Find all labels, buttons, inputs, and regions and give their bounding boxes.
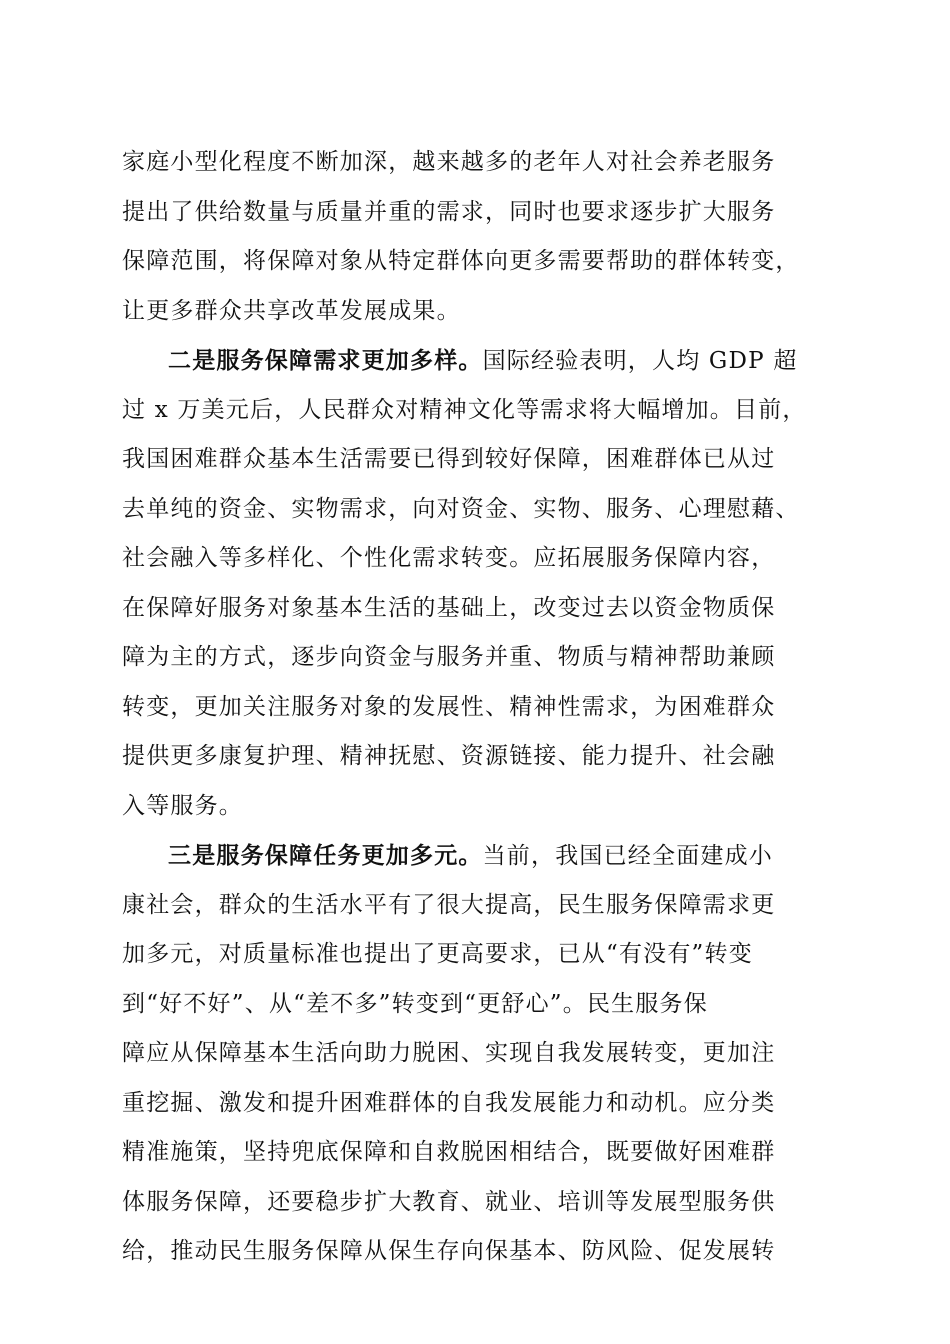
paragraph-2-line-4: 去单纯的资金、实物需求，向对资金、实物、服务、心理慰藉、 <box>122 495 800 522</box>
paragraph-1-line-4: 让更多群众共享改革发展成果。 <box>122 297 461 324</box>
paragraph-3-first-text: 当前，我国已经全面建成小 <box>482 843 774 869</box>
paragraph-2-heading: 二是服务保障需求更加多样。 <box>168 347 483 374</box>
paragraph-2-line-8: 转变，更加关注服务对象的发展性、精神性需求，为困难群众 <box>122 693 776 720</box>
paragraph-3-line-3: 加多元，对质量标准也提出了更高要求，已从“有没有”转变 <box>122 941 753 967</box>
paragraph-3-line-8: 体服务保障，还要稳步扩大教育、就业、培训等发展型服务供 <box>122 1188 776 1215</box>
paragraph-3-line-5: 障应从保障基本生活向助力脱困、实现自我发展转变，更加注 <box>122 1040 776 1066</box>
paragraph-2-line-6: 在保障好服务对象基本生活的基础上，改变过去以资金物质保 <box>122 594 776 621</box>
paragraph-1-line-2: 提出了供给数量与质量并重的需求，同时也要求逐步扩大服务 <box>122 198 776 225</box>
document-body <box>122 138 842 1277</box>
paragraph-3-line-2: 康社会，群众的生活水平有了很大提高，民生服务保障需求更 <box>122 891 776 918</box>
paragraph-2-line-9: 提供更多康复护理、精神抚慰、资源链接、能力提升、社会融 <box>122 743 776 769</box>
paragraph-2-line-3: 我国困难群众基本生活需要已得到较好保障，困难群体已从过 <box>122 446 776 472</box>
paragraph-2-first-text: 国际经验表明，人均 GDP 超 <box>482 348 798 374</box>
paragraph-3-line-9: 给，推动民生服务保障从保生存向保基本、防风险、促发展转 <box>122 1238 776 1264</box>
paragraph-2-line-1 <box>122 336 842 386</box>
paragraph-3-line-6: 重挖掘、激发和提升困难群体的自我发展能力和动机。应分类 <box>122 1089 776 1116</box>
paragraph-3-line-4: 到“好不好”、从“差不多”转变到“更舒心”。民生服务保 <box>122 990 708 1017</box>
paragraph-2-line-5: 社会融入等多样化、个性化需求转变。应拓展服务保障内容， <box>122 545 776 571</box>
paragraph-2-line-2: 过 x 万美元后，人民群众对精神文化等需求将大幅增加。目前， <box>122 396 807 423</box>
paragraph-2-line-10: 入等服务。 <box>122 792 243 819</box>
paragraph-3-line-7: 精准施策，坚持兜底保障和自救脱困相结合，既要做好困难群 <box>122 1139 776 1165</box>
paragraph-3-line-1 <box>122 831 842 881</box>
paragraph-3-heading: 三是服务保障任务更加多元。 <box>168 842 483 869</box>
paragraph-1-line-3: 保障范围，将保障对象从特定群体向更多需要帮助的群体转变， <box>122 248 800 274</box>
paragraph-1-line-1: 家庭小型化程度不断加深，越来越多的老年人对社会养老服务 <box>122 149 776 175</box>
paragraph-2-line-7: 障为主的方式，逐步向资金与服务并重、物质与精神帮助兼顾 <box>122 644 776 670</box>
